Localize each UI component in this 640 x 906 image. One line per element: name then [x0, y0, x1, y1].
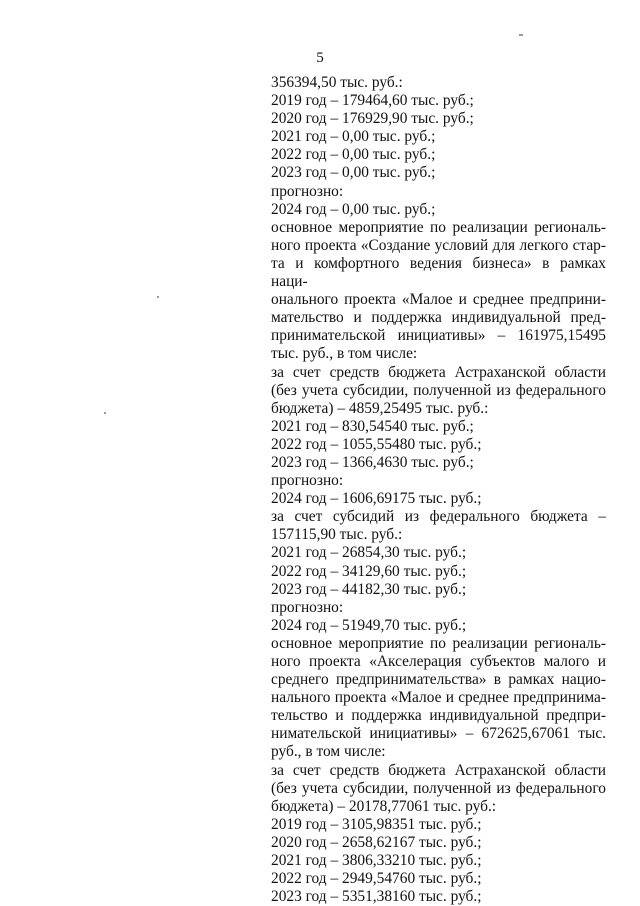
- text-line: (без учета субсидии, полученной из федерального: [271, 779, 606, 797]
- page-number: 5: [316, 50, 324, 66]
- text-line: 2023 год – 44182,30 тыс. руб.;: [271, 580, 467, 598]
- text-line: за счет средств бюджета Астраханской области: [271, 761, 606, 779]
- text-line: 2024 год – 51949,70 тыс. руб.;: [271, 616, 467, 634]
- text-line: нимательской инициативы» – 672625,67061 тыс.: [271, 725, 606, 743]
- text-line: прогнозно:: [271, 472, 344, 490]
- text-line: 2023 год – 1366,4630 тыс. руб.;: [271, 453, 474, 471]
- text-line: 2022 год – 2949,54760 тыс. руб.;: [271, 870, 482, 888]
- text-line: 2022 год – 0,00 тыс. руб.;: [271, 146, 436, 164]
- text-line: основное мероприятие по реализации региональ-: [271, 634, 606, 652]
- text-line: 2019 год – 3105,98351 тыс. руб.;: [271, 815, 482, 833]
- text-line: 2021 год – 3806,33210 тыс. руб.;: [271, 852, 482, 870]
- text-line: мательство и поддержка индивидуальной пред-: [271, 309, 606, 327]
- text-line: 2020 год – 176929,90 тыс. руб.;: [271, 110, 474, 128]
- text-line: 2021 год – 26854,30 тыс. руб.;: [271, 544, 467, 562]
- scan-speck: [157, 296, 159, 298]
- text-line: онального проекта «Малое и среднее предприни-: [271, 291, 606, 309]
- text-line: 2023 год – 0,00 тыс. руб.;: [271, 164, 436, 182]
- text-line: та и комфортного ведения бизнеса» в рамках наци-: [271, 254, 606, 291]
- text-line: тельство и поддержка индивидуальной предпри-: [271, 707, 606, 725]
- scan-speck: [519, 34, 523, 36]
- text-line: 2024 год – 0,00 тыс. руб.;: [271, 200, 436, 218]
- text-line: 2022 год – 34129,60 тыс. руб.;: [271, 562, 467, 580]
- document-text-body: [271, 74, 606, 906]
- text-line: (без учета субсидии, полученной из федерального: [271, 381, 606, 399]
- text-line: 2020 год – 2658,62167 тыс. руб.;: [271, 833, 482, 851]
- text-line: 2021 год – 0,00 тыс. руб.;: [271, 128, 436, 146]
- text-line: за счет субсидий из федерального бюджета –: [271, 508, 606, 526]
- text-line: 2023 год – 5351,38160 тыс. руб.;: [271, 888, 482, 906]
- text-line: 2022 год – 1055,55480 тыс. руб.;: [271, 435, 482, 453]
- text-line: тыс. руб., в том числе:: [271, 345, 418, 363]
- text-line: бюджета) – 20178,77061 тыс. руб.:: [271, 797, 497, 815]
- text-line: 2019 год – 179464,60 тыс. руб.;: [271, 92, 474, 110]
- text-line: прогнозно:: [271, 598, 344, 616]
- text-line: руб., в том числе:: [271, 743, 386, 761]
- text-line: среднего предпринимательства» в рамках нацио-: [271, 671, 606, 689]
- text-line: бюджета) – 4859,25495 тыс. руб.:: [271, 399, 489, 417]
- text-line: принимательской инициативы» – 161975,15495: [271, 327, 606, 345]
- text-line: основное мероприятие по реализации региональ-: [271, 218, 606, 236]
- text-line: прогнозно:: [271, 182, 344, 200]
- text-line: 356394,50 тыс. руб.:: [271, 74, 403, 91]
- text-line: ного проекта «Акселерация субъектов малого и: [271, 653, 606, 670]
- text-line: нального проекта «Малое и среднее предпринима-: [271, 689, 606, 707]
- text-line: ного проекта «Создание условий для легкого стар-: [271, 236, 606, 254]
- scan-speck: [104, 412, 106, 414]
- text-line: 2021 год – 830,54540 тыс. руб.;: [271, 417, 474, 435]
- text-line: 2024 год – 1606,69175 тыс. руб.;: [271, 490, 482, 508]
- text-line: за счет средств бюджета Астраханской области: [271, 363, 606, 381]
- text-line: 157115,90 тыс. руб.:: [271, 526, 403, 544]
